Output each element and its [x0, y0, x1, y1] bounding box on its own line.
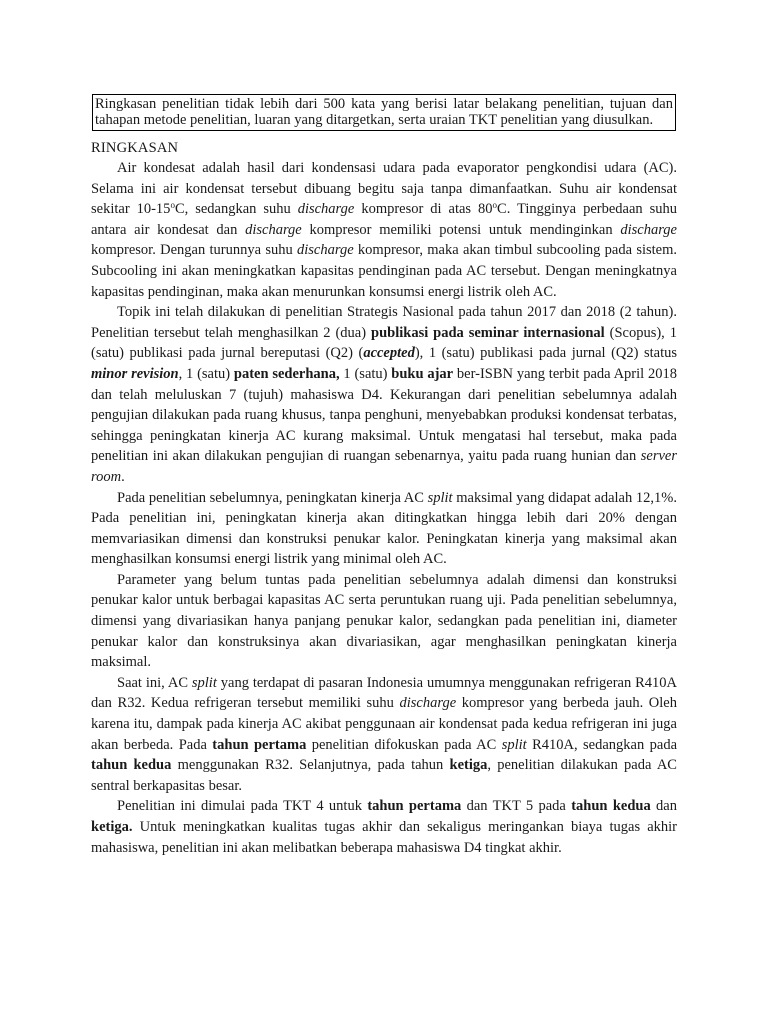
italic-term: discharge: [399, 695, 457, 712]
text-run: .: [121, 468, 125, 485]
italic-term: discharge: [620, 221, 677, 238]
emphasis-text: buku ajar: [391, 365, 454, 382]
emphasis-text: ketiga.: [91, 819, 133, 835]
paragraph: [91, 488, 677, 570]
italic-term: server room: [91, 448, 677, 485]
text-run: kompresor yang berbeda jauh. Oleh karena itu, dampak pada kinerja AC akibat penggunaan air kondensat pada kedua refrigeran ini juga akan berbeda. Pada: [91, 695, 677, 753]
italic-term: discharge: [297, 242, 354, 259]
paragraph: [91, 570, 677, 673]
text-run: ), 1 (satu) publikasi pada jurnal (Q2) status: [414, 345, 677, 362]
text-run: C. Tingginya perbedaan suhu antara air kondesat dan: [91, 201, 677, 238]
paragraph: [91, 796, 677, 858]
text-run: Topik ini telah dilakukan di penelitian Strategis Nasional pada tahun 2017 dan 2018 (2 tahun). Penelitian tersebut telah menghasilkan 2 (dua): [91, 304, 677, 341]
text-run: Air kondesat adalah hasil dari kondensasi udara pada evaporator pengkondisi udara (AC). Selama ini air kondensat tersebut dibuang begitu saja tanpa dimanfaatkan. Suhu air kondensat sekitar 10-15: [91, 160, 677, 218]
emphasis-text: tahun pertama: [212, 736, 307, 753]
document-page: [91, 94, 677, 858]
emphasis-text: tahun pertama: [367, 798, 462, 815]
text-run: R410A, sedangkan pada: [526, 736, 677, 753]
italic-term: discharge: [245, 221, 302, 238]
text-run: kompresor. Dengan turunnya suhu: [91, 242, 297, 259]
text-run: dan: [650, 798, 677, 815]
text-run: Untuk meningkatkan kualitas tugas akhir dan sekaligus meringankan biaya tugas akhir mahasiswa, penelitian ini akan melibatkan beberapa mahasiswa D4 tingkat akhir.: [91, 819, 677, 856]
text-run: , 1 (satu): [178, 365, 234, 382]
text-run: yang terdapat di pasaran Indonesia umumnya menggunakan refrigeran R410A dan R32. Kedua refrigeran tersebut memiliki suhu: [91, 674, 677, 712]
text-run: penelitian difokuskan pada AC: [306, 736, 502, 753]
emphasis-text: accepted: [363, 345, 415, 362]
summary-body: [91, 158, 677, 858]
italic-term: split: [427, 489, 453, 506]
emphasis-text: minor revision: [91, 365, 179, 382]
degree-superscript: o: [170, 200, 175, 211]
text-run: menggunakan R32. Selanjutnya, pada tahun: [171, 757, 450, 774]
emphasis-text: tahun kedua: [91, 757, 172, 774]
italic-term: split: [191, 674, 217, 691]
emphasis-text: ketiga: [449, 757, 488, 774]
text-run: C, sedangkan suhu: [174, 201, 298, 218]
paragraph: [91, 158, 677, 302]
text-run: Penelitian ini dimulai pada TKT 4 untuk: [117, 798, 368, 815]
paragraph: [91, 302, 677, 487]
text-run: kompresor memiliki potensi untuk mendinginkan: [301, 221, 621, 238]
section-heading: RINGKASAN: [91, 140, 179, 156]
text-run: ber-ISBN yang terbit pada April 2018 dan telah meluluskan 7 (tujuh) mahasiswa D4. Kekurangan dari penelitian sebelumnya adalah pengujian dilakukan pada ruang khusus, tanpa penghuni, menyebabkan produksi kondensat terbatas, sehingga peningkatan kinerja AC kurang maksimal. Untuk mengatasi hal tersebut, maka pada penelitian ini akan dilakukan pengujian di ruangan sebenarnya, yaitu pada ruang hunian dan: [91, 365, 677, 465]
instruction-text: Ringkasan penelitian tidak lebih dari 500 kata yang berisi latar belakang penelitian, tujuan dan tahapan metode penelitian, luaran yang ditargetkan, serta uraian TKT penelitian yang diusulkan.: [95, 96, 673, 128]
text-run: dan TKT 5 pada: [461, 798, 572, 815]
text-run: Parameter yang belum tuntas pada penelitian sebelumnya adalah dimensi dan konstruksi penukar kalor untuk berbagai kapasitas AC serta peruntukan ruang uji. Pada penelitian sebelumnya, dimensi yang divariasikan hanya panjang penukar kalor, sedangkan pada penelitian ini, diameter penukar kalor dan konstruksinya akan divariasikan, agar menghasilkan peningkatan kinerja maksimal.: [91, 571, 677, 671]
text-run: kompresor, maka akan timbul subcooling pada sistem. Subcooling ini akan meningkatkan kapasitas pendinginan pada AC tersebut. Dengan meningkatnya kapasitas pendinginan, maka akan menurunkan konsumsi energi listrik oleh AC.: [91, 242, 677, 300]
text-run: 1 (satu): [339, 365, 392, 382]
text-run: maksimal yang didapat adalah 12,1%. Pada penelitian ini, peningkatan kinerja akan ditingkatkan hingga lebih dari 20% dengan memvariasikan dimensi dan konstruksi penukar kalor. Peningkatan kinerja yang maksimal akan menghasilkan konsumsi energi listrik yang minimal oleh AC.: [91, 489, 677, 568]
italic-term: discharge: [297, 201, 355, 218]
text-run: Pada penelitian sebelumnya, peningkatan kinerja AC: [117, 489, 428, 506]
text-run: , penelitian dilakukan pada AC sentral berkapasitas besar.: [91, 757, 677, 794]
emphasis-text: paten sederhana,: [233, 365, 340, 382]
text-run: (Scopus), 1 (satu) publikasi pada jurnal bereputasi (Q2) (: [91, 324, 677, 362]
italic-term: split: [501, 736, 527, 753]
emphasis-text: tahun kedua: [571, 798, 651, 815]
text-run: kompresor di atas 80: [354, 201, 493, 218]
text-run: Saat ini, AC: [117, 674, 192, 691]
degree-superscript: o: [492, 200, 498, 211]
instruction-box: [92, 94, 676, 131]
emphasis-text: publikasi pada seminar internasional: [371, 324, 605, 341]
paragraph: [91, 673, 677, 797]
